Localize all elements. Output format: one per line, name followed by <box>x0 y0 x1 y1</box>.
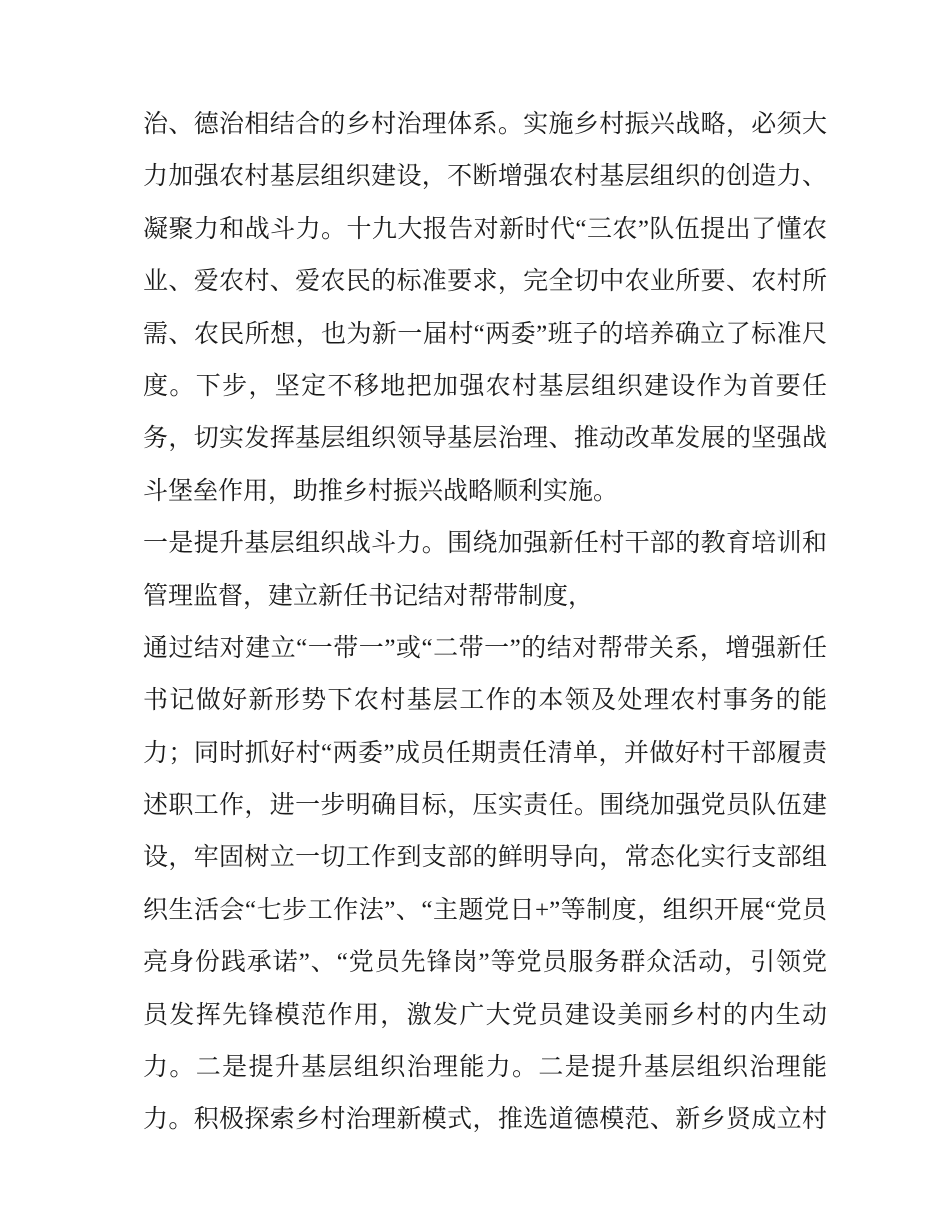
text-line: 治、德治相结合的乡村治理体系。实施乡村振兴战略，必须大 <box>143 111 827 138</box>
text-line: 斗堡垒作用，助推乡村振兴战略顺利实施。 <box>143 477 619 505</box>
text-line: 务，切实发挥基层组织领导基层治理、推动改革发展的坚强战 <box>143 425 827 453</box>
text-line: 力；同时抓好村“两委”成员任期责任清单，并做好村干部履责 <box>143 739 827 767</box>
text-line: 管理监督，建立新任书记结对帮带制度， <box>143 582 594 610</box>
text-line: 织生活会“七步工作法”、“主题党日+”等制度，组织开展“党员 <box>143 896 827 924</box>
text-line: 力加强农村基层组织建设，不断增强农村基层组织的创造力、 <box>143 163 827 191</box>
text-line: 亮身份践承诺”、“党员先锋岗”等党员服务群众活动，引领党 <box>143 949 827 977</box>
text-line: 述职工作，进一步明确目标，压实责任。围绕加强党员队伍建 <box>143 792 827 820</box>
text-line: 力。积极探索乡村治理新模式，推选道德模范、新乡贤成立村 <box>143 1106 827 1134</box>
text-line: 度。下步，坚定不移地把加强农村基层组织建设作为首要任 <box>143 372 827 400</box>
text-line: 凝聚力和战斗力。十九大报告对新时代“三农”队伍提出了懂农 <box>143 215 827 243</box>
text-line: 书记做好新形势下农村基层工作的本领及处理农村事务的能 <box>143 687 827 715</box>
text-line: 员发挥先锋模范作用，激发广大党员建设美丽乡村的内生动 <box>143 1001 827 1029</box>
text-line: 设，牢固树立一切工作到支部的鲜明导向，常态化实行支部组 <box>143 844 827 872</box>
text-line: 需、农民所想，也为新一届村“两委”班子的培养确立了标准尺 <box>143 320 827 348</box>
document-text-block <box>143 99 827 1147</box>
text-line: 一是提升基层组织战斗力。围绕加强新任村干部的教育培训和 <box>143 530 827 558</box>
text-line: 业、爱农村、爱农民的标准要求，完全切中农业所要、农村所 <box>143 268 827 296</box>
text-line: 力。二是提升基层组织治理能力。二是提升基层组织治理能 <box>143 1054 827 1082</box>
text-line: 通过结对建立“一带一”或“二带一”的结对帮带关系，增强新任 <box>143 634 827 662</box>
